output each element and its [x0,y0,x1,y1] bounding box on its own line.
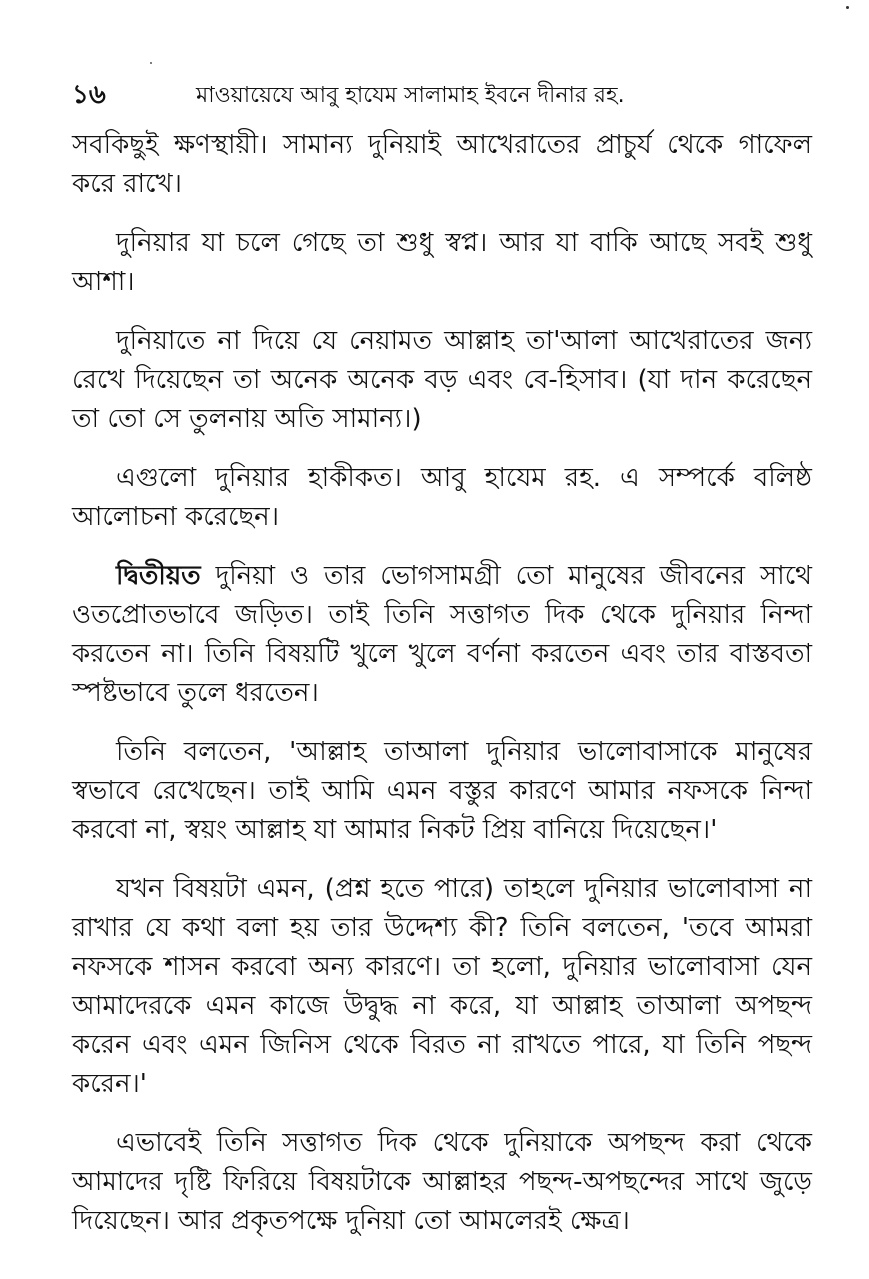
paragraph [72,733,812,850]
paragraph-text: এগুলো দুনিয়ার হাকীকত। আবু হাযেম রহ. এ সম্পর্কে বলিষ্ঠ আলোচনা করেছেন। [72,463,812,532]
paragraph-text: তিনি বলতেন, 'আল্লাহ তাআলা দুনিয়ার ভালোবাসাকে মানুষের স্বভাবে রেখেছেন। তাই আমি এমন বস্তুর কারণে আমার নফসকে নিন্দা করবো না, স্বয়ং আল্লাহ যা আমার নিকট প্রিয় বানিয়ে দিয়েছেন।' [72,737,812,845]
page-number: ১৬ [72,80,106,110]
page-header [72,78,812,114]
paragraph-text: সবকিছুই ক্ষণস্থায়ী। সামান্য দুনিয়াই আখেরাতের প্রাচুর্য থেকে গাফেল করে রাখে। [72,130,812,199]
paragraph-text: দুনিয়াতে না দিয়ে যে নেয়ামত আল্লাহ তা'আলা আখেরাতের জন্য রেখে দিয়েছেন তা অনেক অনেক বড় এবং বে-হিসাব। (যা দান করেছেন তা তো সে তুলনায় অতি সামান্য।) [72,326,812,434]
paragraph-text: এভাবেই তিনি সত্তাগত দিক থেকে দুনিয়াকে অপছন্দ করা থেকে আমাদের দৃষ্টি ফিরিয়ে বিষয়টাকে আল্লাহর পছন্দ-অপছন্দের সাথে জুড়ে দিয়েছেন। আর প্রকৃতপক্ষে দুনিয়া তো আমলেরই ক্ষেত্র। [72,1128,812,1236]
paragraph [72,224,812,302]
paragraph [72,322,812,439]
paragraph [72,870,812,1104]
paragraph-text: দুনিয়ার যা চলে গেছে তা শুধু স্বপ্ন। আর যা বাকি আছে সবই শুধু আশা। [72,228,812,297]
body-text [72,126,812,1261]
paragraph [72,1124,812,1241]
scan-speck [846,6,849,9]
running-title: মাওয়ায়েযে আবু হাযেম সালামাহ ইবনে দীনার রহ. [196,83,625,108]
paragraph [72,126,812,204]
paragraph-lead-word: দ্বিতীয়ত [116,561,201,591]
scan-speck [150,62,152,64]
paragraph-text: যখন বিষয়টা এমন, (প্রশ্ন হতে পারে) তাহলে দুনিয়ার ভালোবাসা না রাখার যে কথা বলা হয় তার উদ্দেশ্য কী? তিনি বলতেন, 'তবে আমরা নফসকে শাসন করবো অন্য কারণে। তা হলো, দুনিয়ার ভালোবাসা যেন আমাদেরকে এমন কাজে উদ্বুদ্ধ না করে, যা আল্লাহ তাআলা অপছন্দ করেন এবং এমন জিনিস থেকে বিরত না রাখতে পারে, যা তিনি পছন্দ করেন।' [72,874,812,1099]
paragraph-text: দুনিয়া ও তার ভোগসামগ্রী তো মানুষের জীবনের সাথে ওতপ্রোতভাবে জড়িত। তাই তিনি সত্তাগত দিক থেকে দুনিয়ার নিন্দা করতেন না। তিনি বিষয়টি খুলে খুলে বর্ণনা করতেন এবং তার বাস্তবতা স্পষ্টভাবে তুলে ধরতেন। [72,561,812,708]
paragraph [72,557,812,713]
paragraph [72,459,812,537]
